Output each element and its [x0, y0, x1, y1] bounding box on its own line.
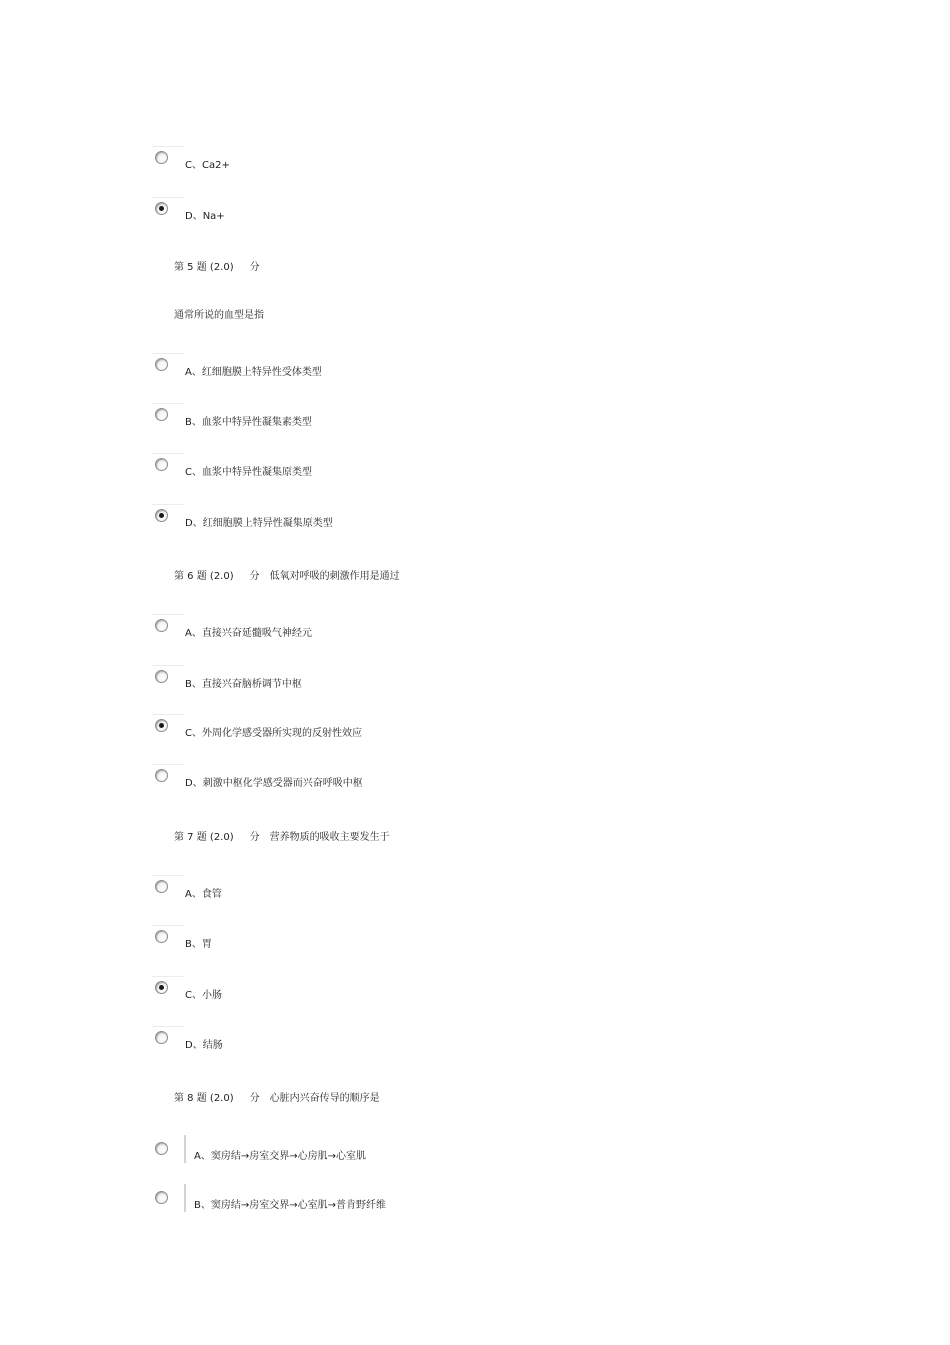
question-number: 第 7 题	[174, 832, 207, 843]
option-label: C、Ca2+	[185, 160, 230, 171]
q7-option-c[interactable]	[152, 976, 552, 1006]
question-number: 第 8 题	[174, 1093, 207, 1104]
question-score: (2.0)	[209, 832, 234, 843]
q5-option-a[interactable]	[152, 353, 552, 383]
option-label: A、食管	[185, 889, 222, 900]
option-label: B、直接兴奋脑桥调节中枢	[185, 679, 302, 690]
radio-unchecked-icon[interactable]	[155, 1142, 168, 1155]
option-label: B、血浆中特异性凝集素类型	[185, 417, 312, 428]
question-stem: 低氧对呼吸的刺激作用是通过	[269, 571, 400, 582]
radio-unchecked-icon[interactable]	[155, 1191, 168, 1204]
question-score: (2.0)	[209, 571, 234, 582]
radio-unchecked-icon[interactable]	[155, 1031, 168, 1044]
radio-unchecked-icon[interactable]	[155, 408, 168, 421]
q8-header	[174, 1089, 380, 1104]
q5-stem: 通常所说的血型是指	[174, 310, 264, 321]
radio-unchecked-icon[interactable]	[155, 880, 168, 893]
q7-header	[174, 828, 390, 843]
question-score: (2.0)	[209, 1093, 234, 1104]
option-label: A、直接兴奋延髓吸气神经元	[185, 628, 312, 639]
option-label: B、窦房结→房室交界→心室肌→普肯野纤维	[194, 1200, 386, 1211]
q4-option-d[interactable]	[152, 197, 552, 227]
q6-header	[174, 567, 400, 582]
radio-unchecked-icon[interactable]	[155, 151, 168, 164]
radio-checked-icon[interactable]	[155, 719, 168, 732]
radio-unchecked-icon[interactable]	[155, 930, 168, 943]
option-label: D、红细胞膜上特异性凝集原类型	[185, 518, 333, 529]
radio-checked-icon[interactable]	[155, 981, 168, 994]
option-label: A、红细胞膜上特异性受体类型	[185, 367, 322, 378]
q7-option-a[interactable]	[152, 875, 552, 905]
radio-checked-icon[interactable]	[155, 509, 168, 522]
radio-unchecked-icon[interactable]	[155, 670, 168, 683]
q6-option-d[interactable]	[152, 764, 552, 794]
question-stem: 营养物质的吸收主要发生于	[269, 832, 390, 843]
option-label: C、小肠	[185, 990, 222, 1001]
q5-option-d[interactable]	[152, 504, 552, 534]
option-label: C、血浆中特异性凝集原类型	[185, 467, 312, 478]
option-label: D、Na+	[185, 211, 225, 222]
question-number: 第 6 题	[174, 571, 207, 582]
q6-option-a[interactable]	[152, 614, 552, 644]
option-label: D、结肠	[185, 1040, 223, 1051]
q5-option-c[interactable]	[152, 453, 552, 483]
radio-unchecked-icon[interactable]	[155, 769, 168, 782]
option-label: A、窦房结→房室交界→心房肌→心室肌	[194, 1151, 366, 1162]
q7-option-b[interactable]	[152, 925, 552, 955]
question-score-unit: 分	[249, 571, 260, 582]
q8-option-a[interactable]	[152, 1137, 552, 1167]
question-number: 第 5 题	[174, 262, 207, 273]
q6-option-c[interactable]	[152, 714, 552, 744]
radio-checked-icon[interactable]	[155, 202, 168, 215]
q5-header	[174, 258, 260, 273]
question-score-unit: 分	[249, 1093, 260, 1104]
q7-option-d[interactable]	[152, 1026, 552, 1056]
question-score-unit: 分	[249, 262, 260, 273]
radio-unchecked-icon[interactable]	[155, 619, 168, 632]
radio-unchecked-icon[interactable]	[155, 458, 168, 471]
option-label: D、刺激中枢化学感受器而兴奋呼吸中枢	[185, 778, 363, 789]
q6-option-b[interactable]	[152, 665, 552, 695]
question-stem: 心脏内兴奋传导的顺序是	[269, 1093, 380, 1104]
question-score: (2.0)	[209, 262, 234, 273]
q4-option-c[interactable]	[152, 146, 552, 176]
option-label: C、外周化学感受器所实现的反射性效应	[185, 728, 362, 739]
radio-unchecked-icon[interactable]	[155, 358, 168, 371]
option-label: B、胃	[185, 939, 212, 950]
q8-option-b[interactable]	[152, 1186, 552, 1216]
q5-option-b[interactable]	[152, 403, 552, 433]
question-score-unit: 分	[249, 832, 260, 843]
